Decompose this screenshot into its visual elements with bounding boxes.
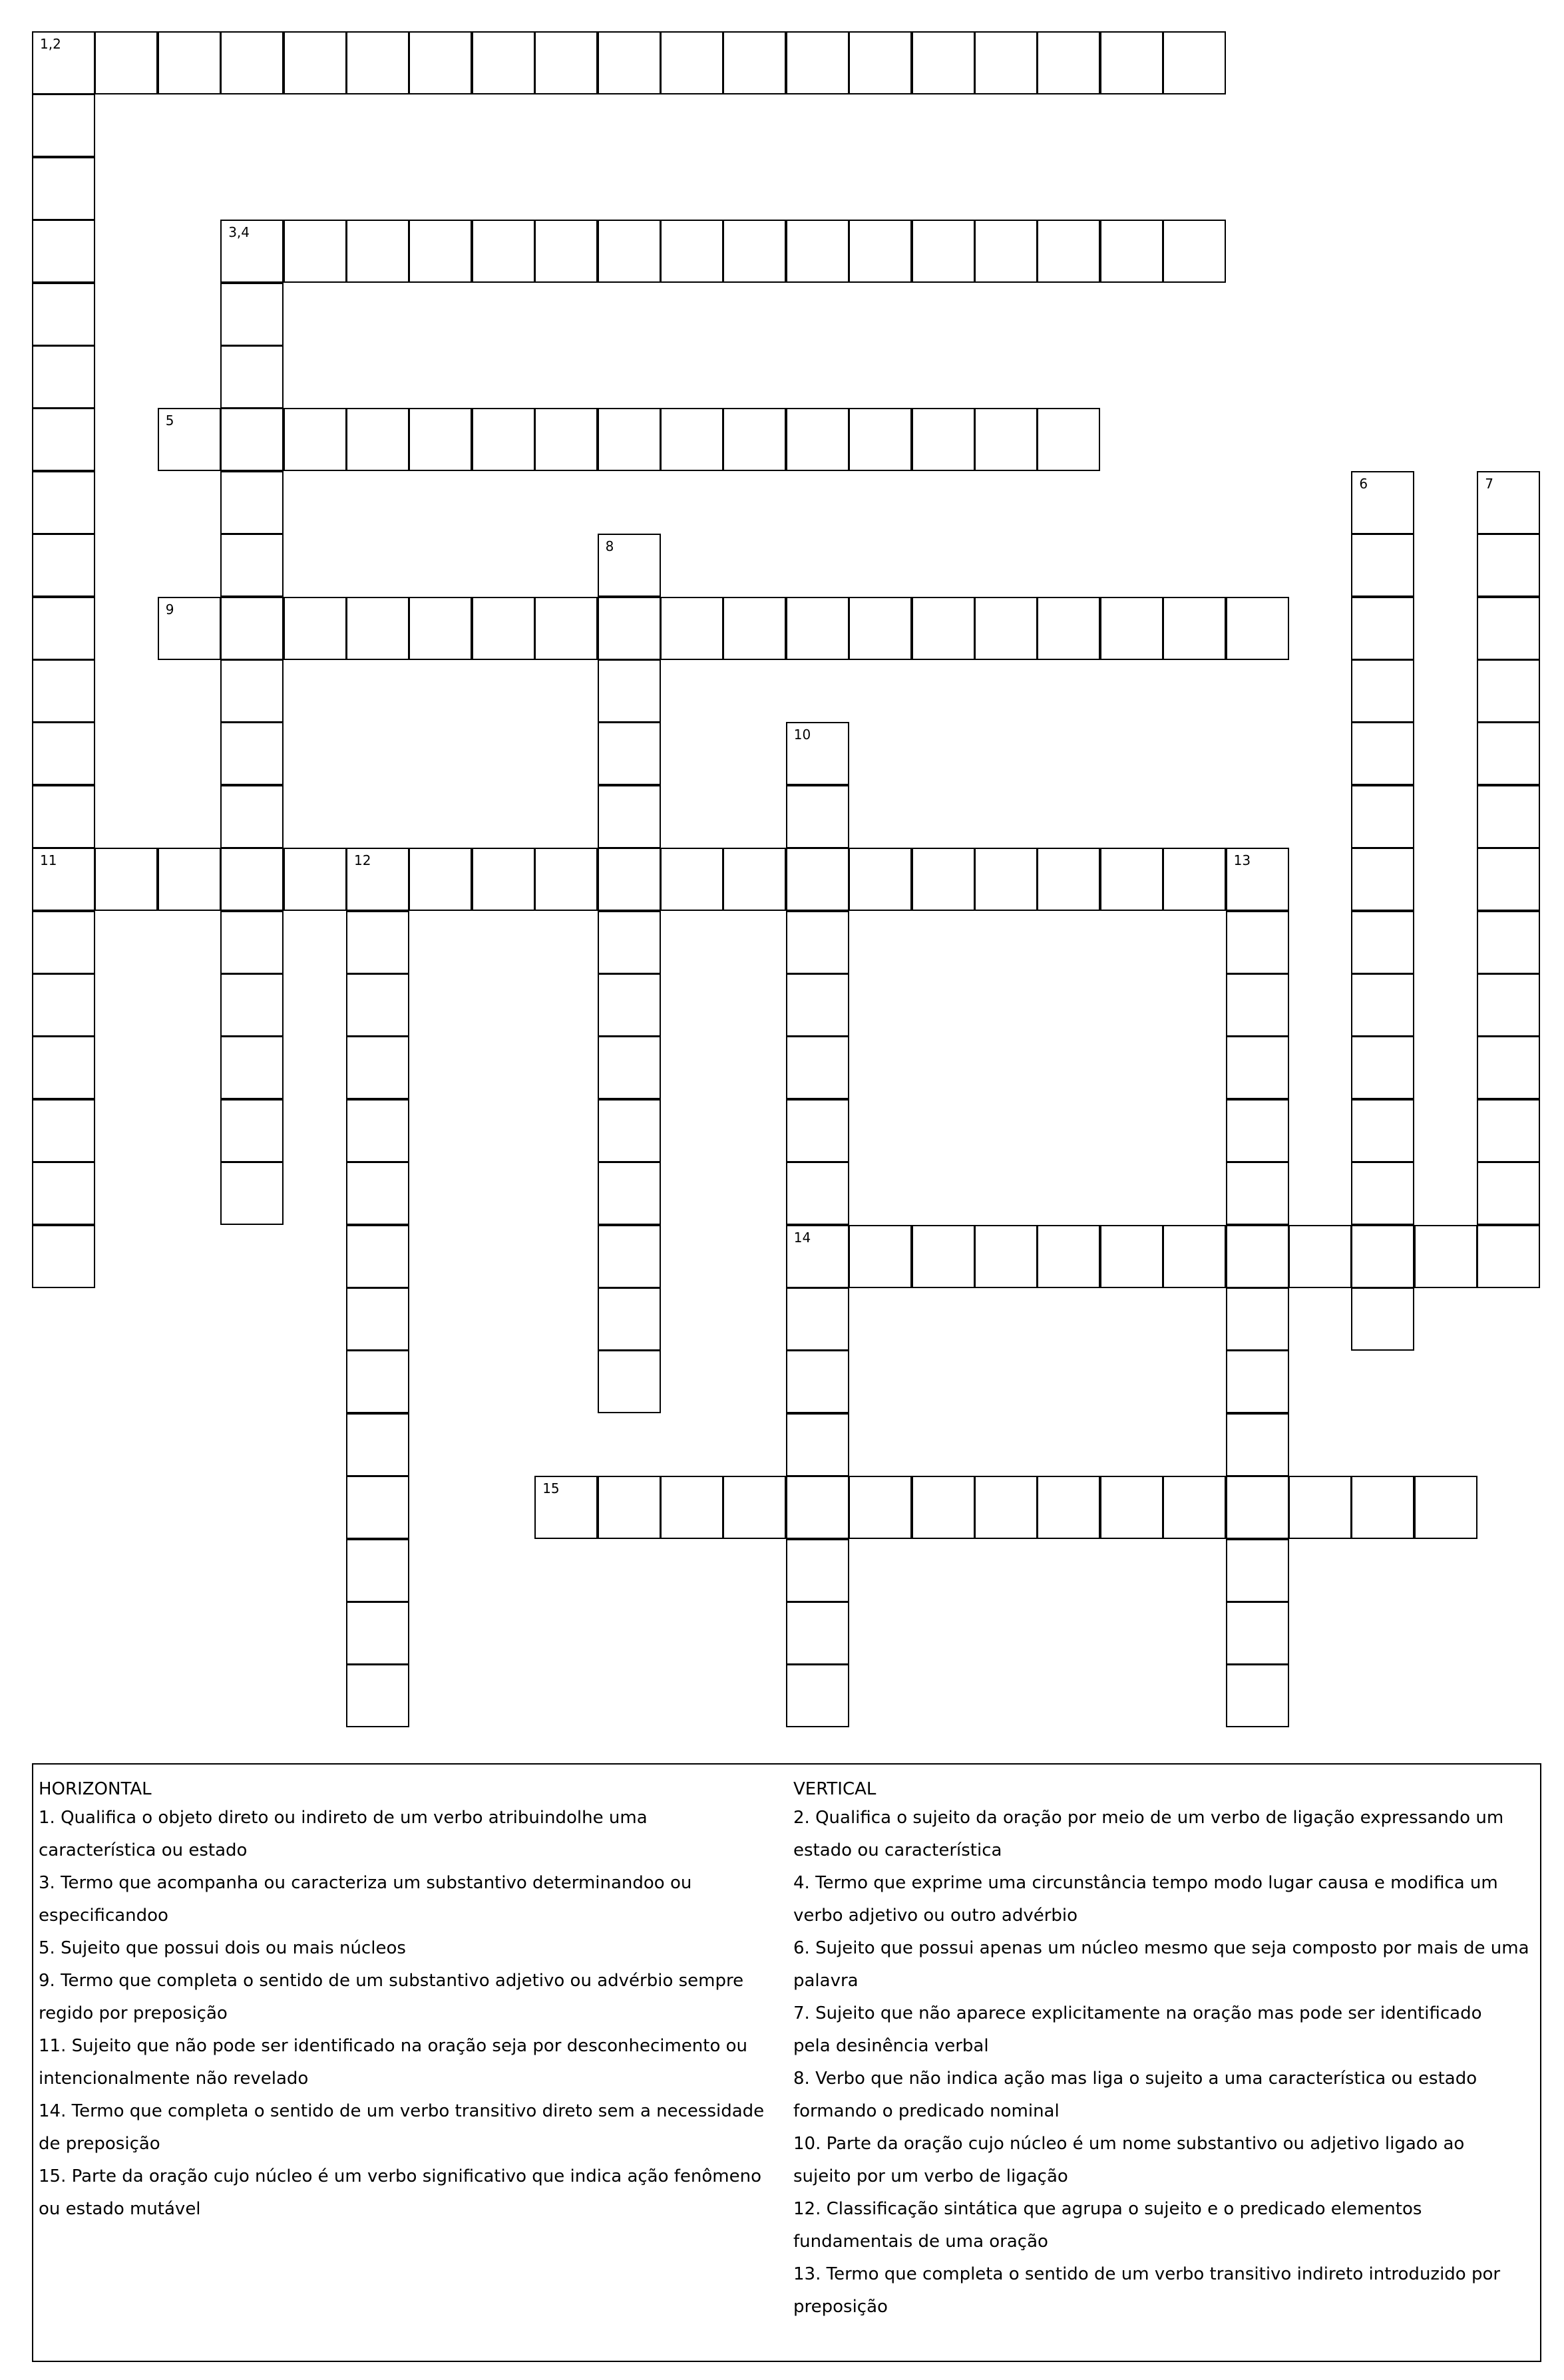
grid-cell[interactable] <box>346 1099 409 1162</box>
grid-cell[interactable] <box>1351 1476 1414 1539</box>
grid-cell[interactable] <box>1477 973 1540 1037</box>
grid-cell[interactable] <box>32 283 95 346</box>
grid-cell[interactable] <box>786 1413 849 1476</box>
grid-cell[interactable] <box>220 659 284 723</box>
grid-cell[interactable] <box>346 1350 409 1413</box>
clue-line: 1. Qualifica o objeto direto ou indireto de um verbo atribuindolhe uma <box>39 1808 648 1828</box>
grid-cell[interactable] <box>786 1476 849 1539</box>
grid-cell[interactable] <box>849 1476 912 1539</box>
grid-cell[interactable] <box>1100 31 1163 94</box>
grid-cell[interactable] <box>220 722 284 785</box>
grid-cell[interactable] <box>534 408 598 471</box>
grid-cell[interactable] <box>220 283 284 346</box>
grid-cell[interactable] <box>598 785 661 848</box>
clue-line: especificandoo <box>39 1906 168 1926</box>
grid-cell[interactable] <box>1351 785 1414 848</box>
grid-cell[interactable] <box>786 1602 849 1665</box>
grid-cell[interactable] <box>346 1287 409 1351</box>
grid-cell[interactable] <box>786 1036 849 1099</box>
grid-cell[interactable] <box>1477 597 1540 660</box>
clue-line: verbo adjetivo ou outro advérbio <box>793 1906 1078 1926</box>
grid-cell[interactable] <box>786 1099 849 1162</box>
grid-cell[interactable] <box>912 220 975 283</box>
grid-cell[interactable] <box>534 848 598 911</box>
clue-number: 13 <box>1233 852 1251 869</box>
grid-cell[interactable] <box>32 1225 95 1288</box>
grid-cell[interactable] <box>1477 659 1540 723</box>
grid-cell[interactable] <box>1351 534 1414 597</box>
clue-line: 5. Sujeito que possui dois ou mais núcleos <box>39 1938 406 1958</box>
grid-cell[interactable] <box>220 848 284 911</box>
grid-cell[interactable] <box>598 408 661 471</box>
grid-cell[interactable] <box>1477 911 1540 974</box>
grid-cell[interactable] <box>786 31 849 94</box>
grid-cell[interactable] <box>912 1476 975 1539</box>
grid-cell[interactable] <box>472 31 535 94</box>
grid-cell[interactable] <box>786 220 849 283</box>
grid-cell[interactable] <box>912 31 975 94</box>
grid-cell[interactable] <box>1100 848 1163 911</box>
grid-cell[interactable] <box>32 220 95 283</box>
grid-cell[interactable] <box>598 1036 661 1099</box>
grid-cell[interactable] <box>32 722 95 785</box>
grid-cell[interactable] <box>598 1225 661 1288</box>
grid-cell[interactable] <box>1163 848 1226 911</box>
grid-cell[interactable] <box>1226 1350 1289 1413</box>
grid-cell[interactable] <box>660 220 723 283</box>
grid-cell[interactable] <box>32 848 95 911</box>
grid-cell[interactable] <box>534 31 598 94</box>
grid-cell[interactable] <box>1414 1476 1477 1539</box>
grid-cell[interactable] <box>284 408 347 471</box>
grid-cell[interactable] <box>849 408 912 471</box>
grid-cell[interactable] <box>598 1099 661 1162</box>
clue-line: 14. Termo que completa o sentido de um verbo transitivo direto sem a necessidade <box>39 2101 765 2121</box>
grid-cell[interactable] <box>1100 1225 1163 1288</box>
grid-cell[interactable] <box>1037 1476 1100 1539</box>
grid-cell[interactable] <box>786 1664 849 1727</box>
grid-cell[interactable] <box>534 220 598 283</box>
grid-cell[interactable] <box>1163 597 1226 660</box>
grid-cell[interactable] <box>723 848 786 911</box>
grid-cell[interactable] <box>220 1036 284 1099</box>
grid-cell[interactable] <box>346 1036 409 1099</box>
grid-cell[interactable] <box>1226 911 1289 974</box>
grid-cell[interactable] <box>1226 1476 1289 1539</box>
grid-cell[interactable] <box>32 659 95 723</box>
grid-cell[interactable] <box>1351 722 1414 785</box>
grid-cell[interactable] <box>598 659 661 723</box>
grid-cell[interactable] <box>598 1287 661 1351</box>
grid-cell[interactable] <box>723 31 786 94</box>
grid-cell[interactable] <box>598 534 661 597</box>
grid-cell[interactable] <box>1100 1476 1163 1539</box>
grid-cell[interactable] <box>723 220 786 283</box>
grid-cell[interactable] <box>598 1350 661 1413</box>
grid-cell[interactable] <box>1226 1539 1289 1602</box>
grid-cell[interactable] <box>346 597 409 660</box>
grid-cell[interactable] <box>95 31 158 94</box>
grid-cell[interactable] <box>723 597 786 660</box>
grid-cell[interactable] <box>346 31 409 94</box>
clue-line: característica ou estado <box>39 1840 248 1860</box>
grid-cell[interactable] <box>1163 1225 1226 1288</box>
grid-cell[interactable] <box>1226 1413 1289 1476</box>
grid-cell[interactable] <box>598 1476 661 1539</box>
grid-cell[interactable] <box>723 408 786 471</box>
clue-number: 1,2 <box>40 36 61 52</box>
grid-cell[interactable] <box>1226 848 1289 911</box>
grid-cell[interactable] <box>1226 1099 1289 1162</box>
vertical-clues <box>793 1777 1539 2323</box>
grid-cell[interactable] <box>598 848 661 911</box>
clue-line: ou estado mutável <box>39 2199 201 2219</box>
grid-cell[interactable] <box>1477 785 1540 848</box>
clue-line: 3. Termo que acompanha ou caracteriza um substantivo determinandoo ou <box>39 1873 692 1893</box>
grid-cell[interactable] <box>660 1476 723 1539</box>
grid-cell[interactable] <box>534 597 598 660</box>
grid-cell[interactable] <box>786 408 849 471</box>
grid-cell[interactable] <box>220 911 284 974</box>
grid-cell[interactable] <box>32 1099 95 1162</box>
clue-number: 10 <box>793 727 811 743</box>
grid-cell[interactable] <box>220 973 284 1037</box>
horizontal-clues <box>39 1777 784 2226</box>
grid-cell[interactable] <box>220 1162 284 1225</box>
grid-cell[interactable] <box>284 848 347 911</box>
grid-cell[interactable] <box>786 848 849 911</box>
grid-cell[interactable] <box>32 471 95 534</box>
grid-cell[interactable] <box>1477 722 1540 785</box>
grid-cell[interactable] <box>1477 534 1540 597</box>
grid-cell[interactable] <box>1037 848 1100 911</box>
grid-cell[interactable] <box>534 1476 598 1539</box>
grid-cell[interactable] <box>284 220 347 283</box>
clue-number: 14 <box>793 1229 811 1246</box>
grid-cell[interactable] <box>409 597 472 660</box>
vertical-title: VERTICAL <box>793 1779 877 1799</box>
clue-line: 11. Sujeito que não pode ser identificado na oração seja por desconhecimento ou <box>39 2036 748 2056</box>
grid-cell[interactable] <box>974 848 1038 911</box>
grid-cell[interactable] <box>786 1162 849 1225</box>
grid-cell[interactable] <box>849 1225 912 1288</box>
clue-number: 9 <box>165 601 174 617</box>
grid-cell[interactable] <box>409 31 472 94</box>
grid-cell[interactable] <box>1351 659 1414 723</box>
clue-line: sujeito por um verbo de ligação <box>793 2166 1068 2186</box>
grid-cell[interactable] <box>472 220 535 283</box>
grid-cell[interactable] <box>1351 1162 1414 1225</box>
grid-cell[interactable] <box>1477 1162 1540 1225</box>
grid-cell[interactable] <box>32 534 95 597</box>
grid-cell[interactable] <box>660 597 723 660</box>
grid-cell[interactable] <box>974 408 1038 471</box>
grid-cell[interactable] <box>409 408 472 471</box>
clue-line: estado ou característica <box>793 1840 1002 1860</box>
grid-cell[interactable] <box>1100 597 1163 660</box>
grid-cell[interactable] <box>346 1539 409 1602</box>
grid-cell[interactable] <box>32 911 95 974</box>
grid-cell[interactable] <box>786 1287 849 1351</box>
clue-line: 12. Classificação sintática que agrupa o sujeito e o predicado elementos <box>793 2199 1422 2219</box>
grid-cell[interactable] <box>849 220 912 283</box>
grid-cell[interactable] <box>1037 31 1100 94</box>
horizontal-title: HORIZONTAL <box>39 1779 152 1799</box>
clue-line: 15. Parte da oração cujo núcleo é um verbo significativo que indica ação fenômeno <box>39 2166 762 2186</box>
grid-cell[interactable] <box>220 408 284 471</box>
clue-line: intencionalmente não revelado <box>39 2069 309 2089</box>
grid-cell[interactable] <box>158 848 221 911</box>
grid-cell[interactable] <box>598 1162 661 1225</box>
clue-number: 8 <box>605 538 614 555</box>
grid-cell[interactable] <box>1100 220 1163 283</box>
grid-cell[interactable] <box>786 722 849 785</box>
grid-cell[interactable] <box>472 848 535 911</box>
grid-cell[interactable] <box>472 408 535 471</box>
grid-cell[interactable] <box>32 785 95 848</box>
grid-cell[interactable] <box>346 220 409 283</box>
grid-cell[interactable] <box>1037 1225 1100 1288</box>
clues-box <box>32 1763 1541 2362</box>
grid-cell[interactable] <box>284 597 347 660</box>
grid-cell[interactable] <box>95 848 158 911</box>
grid-cell[interactable] <box>1037 597 1100 660</box>
grid-cell[interactable] <box>472 597 535 660</box>
grid-cell[interactable] <box>974 1476 1038 1539</box>
grid-cell[interactable] <box>158 597 221 660</box>
grid-cell[interactable] <box>32 1162 95 1225</box>
grid-cell[interactable] <box>346 408 409 471</box>
grid-cell[interactable] <box>1163 31 1226 94</box>
clue-line: 7. Sujeito que não aparece explicitamente na oração mas pode ser identificado <box>793 2003 1482 2023</box>
clue-line: regido por preposição <box>39 2003 228 2023</box>
grid-cell[interactable] <box>849 31 912 94</box>
grid-cell[interactable] <box>1226 1602 1289 1665</box>
grid-cell[interactable] <box>158 31 221 94</box>
clue-line: 4. Termo que exprime uma circunstância tempo modo lugar causa e modifica um <box>793 1873 1498 1893</box>
grid-cell[interactable] <box>598 597 661 660</box>
grid-cell[interactable] <box>32 345 95 409</box>
clue-number: 3,4 <box>228 224 250 241</box>
grid-cell[interactable] <box>660 31 723 94</box>
grid-cell[interactable] <box>598 973 661 1037</box>
clue-number: 6 <box>1359 475 1368 492</box>
clue-line: 2. Qualifica o sujeito da oração por meio de um verbo de ligação expressando um <box>793 1808 1504 1828</box>
clue-line: de preposição <box>39 2134 160 2154</box>
grid-cell[interactable] <box>32 597 95 660</box>
grid-cell[interactable] <box>1351 973 1414 1037</box>
grid-cell[interactable] <box>849 597 912 660</box>
grid-cell[interactable] <box>1288 1225 1352 1288</box>
grid-cell[interactable] <box>1226 1664 1289 1727</box>
grid-cell[interactable] <box>912 1225 975 1288</box>
grid-cell[interactable] <box>1037 408 1100 471</box>
grid-cell[interactable] <box>974 597 1038 660</box>
grid-cell[interactable] <box>786 1539 849 1602</box>
clue-number: 7 <box>1485 475 1493 492</box>
grid-cell[interactable] <box>32 408 95 471</box>
grid-cell[interactable] <box>1226 1225 1289 1288</box>
grid-cell[interactable] <box>1351 471 1414 534</box>
grid-cell[interactable] <box>346 848 409 911</box>
grid-cell[interactable] <box>912 848 975 911</box>
grid-cell[interactable] <box>786 597 849 660</box>
clue-number: 5 <box>165 413 174 429</box>
grid-cell[interactable] <box>786 973 849 1037</box>
grid-cell[interactable] <box>1477 1036 1540 1099</box>
grid-cell[interactable] <box>660 408 723 471</box>
grid-cell[interactable] <box>32 157 95 220</box>
grid-cell[interactable] <box>1226 597 1289 660</box>
grid-cell[interactable] <box>220 534 284 597</box>
clue-number: 12 <box>354 852 371 869</box>
grid-cell[interactable] <box>346 1476 409 1539</box>
grid-cell[interactable] <box>346 911 409 974</box>
grid-cell[interactable] <box>220 345 284 409</box>
grid-cell[interactable] <box>1477 848 1540 911</box>
grid-cell[interactable] <box>220 471 284 534</box>
grid-cell[interactable] <box>598 722 661 785</box>
grid-cell[interactable] <box>346 1602 409 1665</box>
grid-cell[interactable] <box>32 31 95 94</box>
grid-cell[interactable] <box>1351 1287 1414 1351</box>
grid-cell[interactable] <box>1351 597 1414 660</box>
grid-cell[interactable] <box>1163 1476 1226 1539</box>
grid-cell[interactable] <box>158 408 221 471</box>
grid-cell[interactable] <box>409 848 472 911</box>
grid-cell[interactable] <box>1226 973 1289 1037</box>
grid-cell[interactable] <box>1351 848 1414 911</box>
grid-cell[interactable] <box>1226 1287 1289 1351</box>
grid-cell[interactable] <box>32 94 95 157</box>
clue-line: 9. Termo que completa o sentido de um substantivo adjetivo ou advérbio sempre <box>39 1971 744 1991</box>
grid-cell[interactable] <box>1226 1036 1289 1099</box>
grid-cell[interactable] <box>32 973 95 1037</box>
clue-line: 13. Termo que completa o sentido de um verbo transitivo indireto introduzido por <box>793 2264 1501 2284</box>
clue-line: preposição <box>793 2297 888 2317</box>
grid-cell[interactable] <box>1351 1099 1414 1162</box>
grid-cell[interactable] <box>220 785 284 848</box>
clue-line: 10. Parte da oração cujo núcleo é um nome substantivo ou adjetivo ligado ao <box>793 2134 1465 2154</box>
grid-cell[interactable] <box>786 785 849 848</box>
clue-line: pela desinência verbal <box>793 2036 989 2056</box>
grid-cell[interactable] <box>1351 911 1414 974</box>
grid-cell[interactable] <box>284 31 347 94</box>
clue-line: formando o predicado nominal <box>793 2101 1060 2121</box>
grid-cell[interactable] <box>974 220 1038 283</box>
clue-line: fundamentais de uma oração <box>793 2232 1048 2252</box>
grid-cell[interactable] <box>1477 1225 1540 1288</box>
grid-cell[interactable] <box>849 848 912 911</box>
clue-number: 15 <box>542 1480 560 1497</box>
grid-cell[interactable] <box>974 31 1038 94</box>
grid-cell[interactable] <box>786 1225 849 1288</box>
grid-cell[interactable] <box>220 1099 284 1162</box>
grid-cell[interactable] <box>598 911 661 974</box>
clue-number: 11 <box>40 852 57 869</box>
grid-cell[interactable] <box>1163 220 1226 283</box>
grid-cell[interactable] <box>1226 1162 1289 1225</box>
grid-cell[interactable] <box>220 31 284 94</box>
grid-cell[interactable] <box>1414 1225 1477 1288</box>
grid-cell[interactable] <box>220 220 284 283</box>
grid-cell[interactable] <box>1288 1476 1352 1539</box>
clue-line: 6. Sujeito que possui apenas um núcleo mesmo que seja composto por mais de uma <box>793 1938 1529 1958</box>
grid-cell[interactable] <box>346 1413 409 1476</box>
grid-cell[interactable] <box>220 597 284 660</box>
grid-cell[interactable] <box>1477 1099 1540 1162</box>
grid-cell[interactable] <box>912 597 975 660</box>
grid-cell[interactable] <box>974 1225 1038 1288</box>
grid-cell[interactable] <box>912 408 975 471</box>
grid-cell[interactable] <box>1477 471 1540 534</box>
grid-cell[interactable] <box>598 31 661 94</box>
grid-cell[interactable] <box>346 1664 409 1727</box>
grid-cell[interactable] <box>1037 220 1100 283</box>
grid-cell[interactable] <box>32 1036 95 1099</box>
clue-line: palavra <box>793 1971 859 1991</box>
grid-cell[interactable] <box>346 1225 409 1288</box>
grid-cell[interactable] <box>723 1476 786 1539</box>
grid-cell[interactable] <box>346 973 409 1037</box>
grid-cell[interactable] <box>786 1350 849 1413</box>
grid-cell[interactable] <box>660 848 723 911</box>
grid-cell[interactable] <box>1351 1036 1414 1099</box>
grid-cell[interactable] <box>598 220 661 283</box>
grid-cell[interactable] <box>409 220 472 283</box>
clue-line: 8. Verbo que não indica ação mas liga o sujeito a uma característica ou estado <box>793 2069 1477 2089</box>
grid-cell[interactable] <box>786 911 849 974</box>
grid-cell[interactable] <box>1351 1225 1414 1288</box>
grid-cell[interactable] <box>346 1162 409 1225</box>
